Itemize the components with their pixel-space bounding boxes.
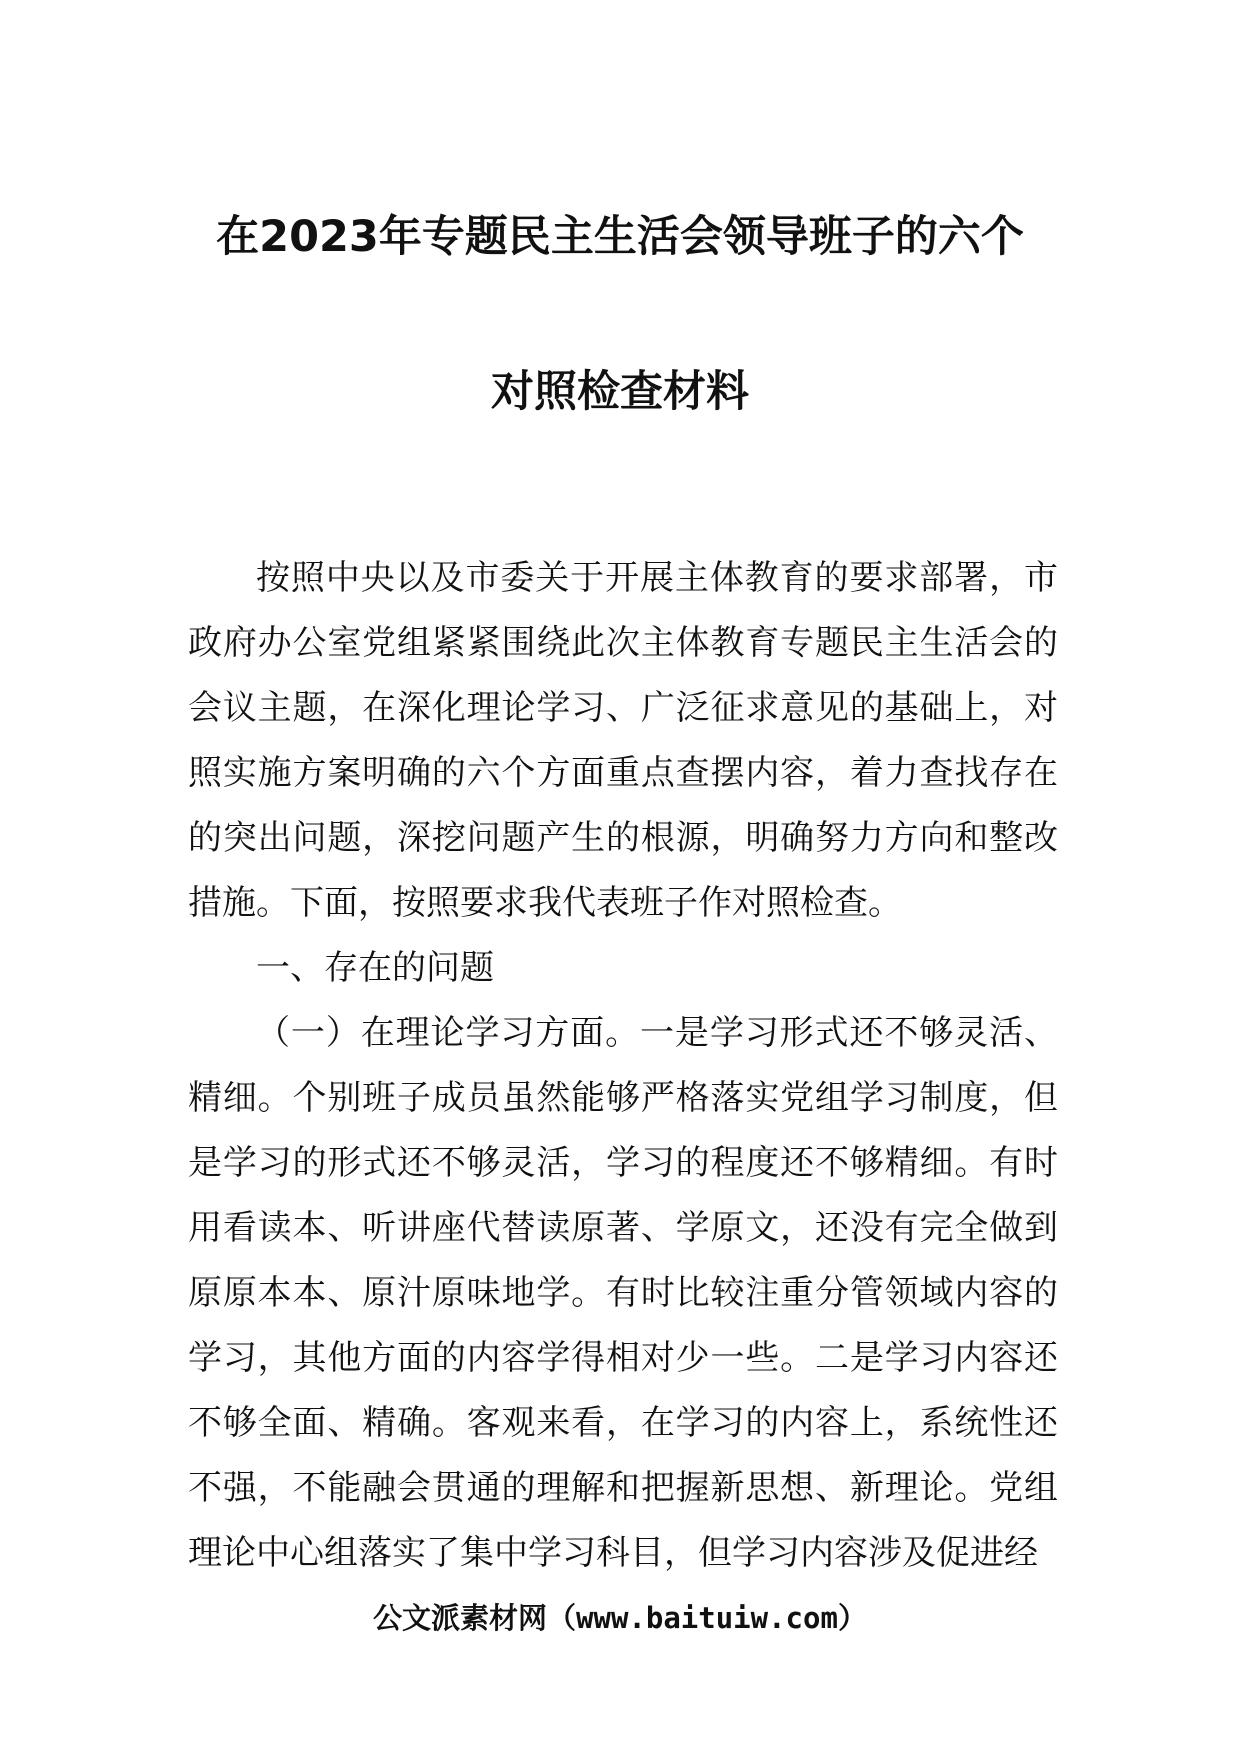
document-body xyxy=(188,546,1058,1586)
section-heading: 一、存在的问题 xyxy=(256,948,494,988)
footer-site-url[interactable]: （www.baituiw.com） xyxy=(547,1601,867,1635)
paragraph-intro: 按照中央以及市委关于开展主体教育的要求部署，市政府办公室党组紧紧围绕此次主体教育专题民主生活会的会议主题，在深化理论学习、广泛征求意见的基础上，对照实施方案明确的六个方面重点查摆内容，着力查找存在的突出问题，深挖问题产生的根源，明确努力方向和整改措施。下面，按照要求我代表班子作对照检查。 xyxy=(188,558,1058,923)
document-title-line-2: 对照检查材料 xyxy=(491,367,749,417)
paragraph-theory-study: （一）在理论学习方面。一是学习形式还不够灵活、精细。个别班子成员虽然能够严格落实党组学习制度，但是学习的形式还不够灵活，学习的程度还不够精细。有时用看读本、听讲座代替读原著、学原文，还没有完全做到原原本本、原汁原味地学。有时比较注重分管领域内容的学习，其他方面的内容学得相对少一些。二是学习内容还不够全面、精确。客观来看，在学习的内容上，系统性还不强，不能融会贯通的理解和把握新思想、新理论。党组理论中心组落实了集中学习科目，但学习内容涉及促进经 xyxy=(188,1013,1058,1573)
document-title-line-1: 在2023年专题民主生活会领导班子的六个 xyxy=(216,212,1024,262)
page-footer xyxy=(0,1598,1240,1638)
footer-site-name: 公文派素材网 xyxy=(373,1601,548,1635)
